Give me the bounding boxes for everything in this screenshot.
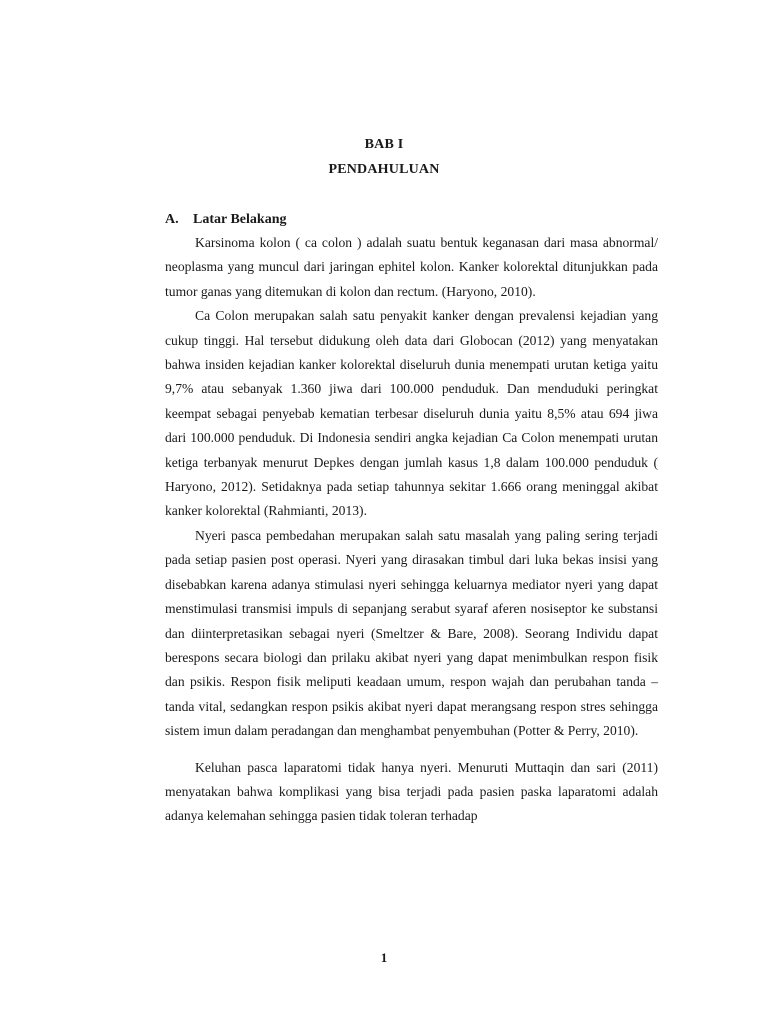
section-heading [165, 212, 286, 228]
paragraph-3: Nyeri pasca pembedahan merupakan salah satu masalah yang paling sering terjadi pada setiap pasien post operasi. Nyeri yang dirasakan timbul dari luka bekas insisi yang disebabkan karena adanya stimulasi nyeri sehingga keluarnya mediator nyeri yang dapat menstimulasi transmisi impuls di sepanjang serabut syaraf aferen nosiseptor ke substansi dan diinterpretasikan sebagai nyeri (Smeltzer & Bare, 2008). Seorang Individu dapat berespons secara biologi dan prilaku akibat nyeri yang dapat menimbulkan respon fisik dan psikis. Respon fisik meliputi keadaan umum, respon wajah dan perubahan tanda – tanda vital, sedangkan respon psikis akibat nyeri dapat merangsang respon stres sehingga sistem imun dalam peradangan dan menghambat penyembuhan (Potter & Perry, 2010). [165, 527, 658, 739]
paragraph-2: Ca Colon merupakan salah satu penyakit kanker dengan prevalensi kejadian yang cukup tinggi. Hal tersebut didukung oleh data dari Globocan (2012) yang menyatakan bahwa insiden kejadian kanker kolorektal diseluruh dunia menempati urutan ketiga yaitu 9,7% atau sebanyak 1.360 jiwa dari 100.000 penduduk. Dan menduduki peringkat keempat sebagai penyebab kematian terbesar diseluruh dunia yaitu 8,5% atau 694 jiwa dari 100.000 penduduk. Di Indonesia sendiri angka kejadian Ca Colon menempati urutan ketiga terbanyak menurut Depkes dengan jumlah kasus 1,8 dalam 100.000 penduduk ( Haryono, 2012). Setidaknya pada setiap tahunnya sekitar 1.666 orang meninggal akibat kanker kolorektal (Rahmianti, 2013). [165, 308, 658, 519]
section-title: Latar Belakang [193, 212, 287, 227]
section-marker: A. [165, 212, 179, 227]
paragraph-4: Keluhan pasca laparatomi tidak hanya nyeri. Menuruti Muttaqin dan sari (2011) menyatakan bahwa komplikasi yang bisa terjadi pada pasien paska laparatomi adalah adanya kelemahan sehingga pasien tidak toleran terhadap [165, 759, 658, 824]
page-number: 1 [380, 950, 388, 965]
chapter-title: PENDAHULUAN [328, 162, 440, 177]
body-text [165, 231, 658, 829]
chapter-number: BAB I [364, 137, 404, 152]
paragraph-1: Karsinoma kolon ( ca colon ) adalah suatu bentuk keganasan dari masa abnormal/ neoplasma yang muncul dari jaringan ephitel kolon. Kanker kolorektal ditunjukkan pada tumor ganas yang ditemukan di kolon dan rectum. (Haryono, 2010). [165, 235, 658, 299]
